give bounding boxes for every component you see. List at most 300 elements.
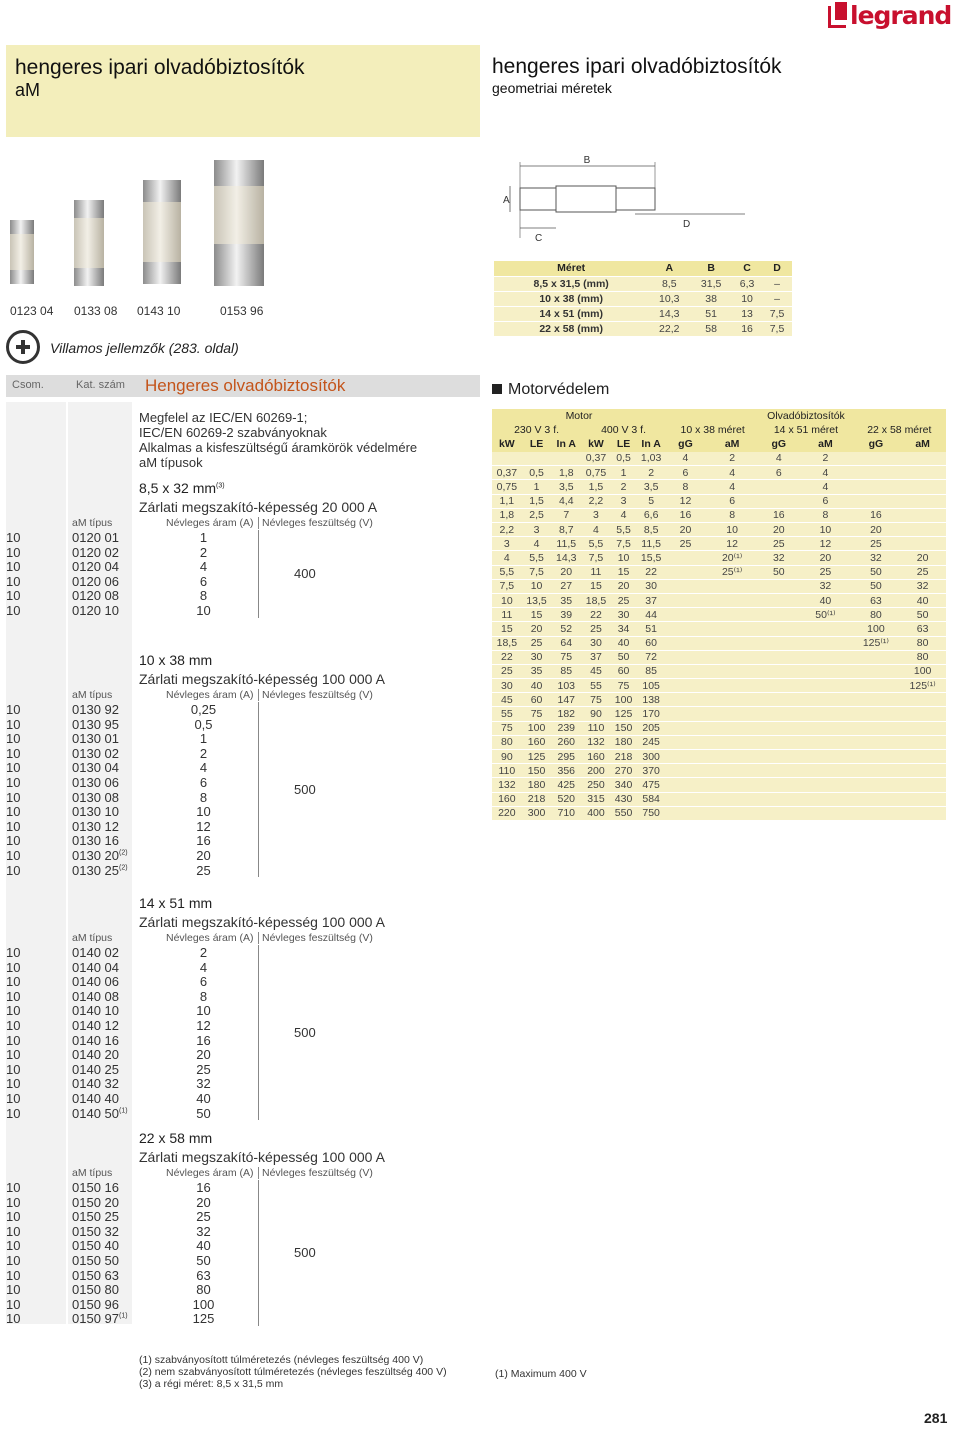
motor-cell: 103 (551, 679, 581, 693)
motor-cell: 0,5 (611, 452, 636, 466)
col-header: kW (492, 437, 522, 451)
dim-cell: – (762, 291, 792, 306)
motor-cell: 170 (636, 707, 666, 721)
motor-cell (705, 622, 759, 636)
motor-cell: 6,6 (636, 508, 666, 522)
motor-cell (666, 750, 705, 764)
dimension-row (494, 306, 792, 321)
dimension-row (494, 321, 792, 336)
motor-cell (899, 480, 946, 494)
motor-cell (759, 593, 798, 607)
nominal-current: 6 (199, 775, 208, 790)
package-qty: 10 (6, 530, 21, 545)
motor-cell: 60 (636, 636, 666, 650)
catalog-number (72, 960, 119, 975)
package-qty: 10 (6, 1018, 21, 1033)
package-qty: 10 (6, 833, 21, 849)
catalog-number (72, 819, 119, 834)
motor-cell: 18,5 (581, 593, 611, 607)
motor-cell: 20 (759, 523, 798, 537)
nominal-current: 6 (199, 974, 208, 990)
nominal-current: 80 (196, 1282, 211, 1298)
fuse-product-images (8, 150, 278, 300)
col-header: gG (666, 437, 705, 451)
motor-cell: 25 (899, 565, 946, 579)
desc-line: aM típusok (139, 455, 203, 470)
motor-row (492, 693, 946, 707)
motor-cell: 10 (705, 523, 759, 537)
motor-cell: 55 (581, 679, 611, 693)
table-row (6, 603, 480, 618)
size-text: 10 x 38 mm (139, 652, 213, 668)
motor-cell (666, 608, 705, 622)
catalog-number-text: 0150 16 (72, 1180, 119, 1195)
nominal-voltage-label: Névleges feszültség (V) (258, 689, 373, 701)
motor-row (492, 452, 946, 466)
motor-cell: 584 (636, 792, 666, 806)
motor-cell: 10 (492, 593, 522, 607)
motor-cell: 0,75 (581, 466, 611, 480)
nominal-voltage: 500 (294, 781, 316, 797)
motor-cell: 16 (759, 508, 798, 522)
package-qty: 10 (6, 1267, 21, 1283)
package-qty: 10 (6, 1253, 21, 1268)
motor-cell: 10 (522, 579, 552, 593)
dimension-row (494, 276, 792, 291)
package-qty: 10 (6, 959, 21, 975)
catalog-number (72, 1253, 119, 1268)
motor-cell: 50 (853, 565, 900, 579)
catalog-number-text: 0120 01 (72, 530, 119, 545)
motor-cell: 27 (551, 579, 581, 593)
motor-cell: 75 (492, 721, 522, 735)
table-row (6, 1106, 480, 1121)
table-row (6, 1033, 480, 1048)
motor-cell (666, 622, 705, 636)
catalog-number (72, 1033, 119, 1048)
motor-row (492, 721, 946, 735)
motor-row (492, 778, 946, 792)
product-description (139, 410, 417, 470)
catalog-number (72, 1180, 119, 1195)
motor-cell (705, 650, 759, 664)
motor-cell: 4,4 (551, 494, 581, 508)
motor-row (492, 551, 946, 565)
nominal-current: 50 (196, 1105, 211, 1121)
motor-cell: 51 (636, 622, 666, 636)
motor-cell: 3 (522, 523, 552, 537)
nominal-current: 8 (199, 588, 208, 604)
motor-cell: 182 (551, 707, 581, 721)
motor-cell: 205 (636, 721, 666, 735)
table-row (6, 1282, 480, 1297)
motor-cell: 1,8 (551, 466, 581, 480)
nominal-current: 50 (196, 1253, 211, 1268)
motor-cell (853, 792, 900, 806)
col-header: In A (551, 437, 581, 451)
dim-cell: 8,5 (648, 276, 690, 291)
motor-cell: 50⁽¹⁾ (798, 608, 852, 622)
motor-cell (551, 452, 581, 466)
col-header: aM (798, 437, 852, 451)
label-B: B (583, 155, 591, 166)
motor-cell: 300 (522, 806, 552, 820)
catalog-number (72, 702, 119, 717)
catalog-number-text: 0130 92 (72, 702, 119, 717)
motor-heading (492, 381, 609, 399)
motor-cell (759, 679, 798, 693)
col-header: LE (611, 437, 636, 451)
motor-cell: 1,03 (636, 452, 666, 466)
motor-cell: 80 (899, 636, 946, 650)
motor-cell: 3,5 (551, 480, 581, 494)
motor-cell: 132 (492, 778, 522, 792)
motor-cell: 15 (492, 622, 522, 636)
motor-row (492, 480, 946, 494)
table-row (6, 945, 480, 960)
column-divider (258, 530, 259, 618)
square-bullet-icon (492, 384, 502, 394)
plus-icon[interactable] (6, 330, 40, 364)
table-row (6, 775, 480, 790)
table-row (6, 1076, 480, 1091)
table-row (6, 1268, 480, 1283)
dim-cell: 51 (690, 306, 732, 321)
catalog-number-sup: (1) (119, 1313, 128, 1321)
electrical-specs-link[interactable]: Villamos jellemzők (283. oldal) (50, 340, 239, 356)
sub-header: 230 V 3 f. (492, 423, 581, 437)
table-row (6, 746, 480, 761)
catalog-number (72, 1268, 119, 1283)
motor-cell: 25⁽¹⁾ (705, 565, 759, 579)
motor-cell (798, 650, 852, 664)
catalog-number (72, 974, 119, 989)
catalog-number (72, 1238, 119, 1253)
catalog-number (72, 1311, 128, 1326)
motor-cell (705, 636, 759, 650)
motor-cell (666, 693, 705, 707)
motor-cell (759, 792, 798, 806)
motor-row (492, 622, 946, 636)
motor-row (492, 579, 946, 593)
motor-cell: 34 (611, 622, 636, 636)
dimension-row (494, 291, 792, 306)
catalog-number-sup: (2) (119, 849, 128, 857)
package-qty: 10 (6, 775, 21, 790)
motor-cell (899, 452, 946, 466)
dim-cell: 10,3 (648, 291, 690, 306)
motor-cell: 20 (853, 523, 900, 537)
size-text: 8,5 x 32 mm (139, 480, 217, 496)
motor-cell (798, 622, 852, 636)
motor-row (492, 679, 946, 693)
catalog-number-text: 0150 25 (72, 1209, 119, 1225)
motor-cell (492, 452, 522, 466)
left-column-header-bar (6, 375, 480, 397)
motor-row (492, 664, 946, 678)
table-row (6, 1297, 480, 1312)
motor-cell: 125 (611, 707, 636, 721)
motor-cell: 22 (492, 650, 522, 664)
motor-cell: 45 (492, 693, 522, 707)
motor-cell (853, 664, 900, 678)
motor-row (492, 750, 946, 764)
motor-cell: 315 (581, 792, 611, 806)
col-header: kW (581, 437, 611, 451)
catalog-number (72, 848, 128, 863)
motor-cell (705, 707, 759, 721)
motor-cell: 72 (636, 650, 666, 664)
package-qty: 10 (6, 1091, 21, 1106)
motor-cell (759, 750, 798, 764)
motor-cell (705, 579, 759, 593)
table-row (6, 848, 480, 863)
catalog-number-text: 0140 06 (72, 974, 119, 990)
fuse-large (143, 180, 181, 284)
catalog-number-text: 0140 12 (72, 1018, 119, 1033)
nominal-voltage-label: Névleges feszültség (V) (258, 932, 373, 944)
right-title: hengeres ipari olvadóbiztosítók (492, 55, 782, 78)
size-title (139, 480, 225, 496)
motor-cell (899, 693, 946, 707)
package-qty: 10 (6, 1047, 21, 1063)
catalog-number-text: 0120 10 (72, 603, 119, 618)
motor-cell: 8 (666, 480, 705, 494)
sub-header: 14 x 51 méret (759, 423, 852, 437)
motor-cell (853, 494, 900, 508)
motor-cell (666, 792, 705, 806)
table-row (6, 530, 480, 545)
fuse-small (10, 220, 34, 284)
nominal-current: 4 (199, 959, 208, 975)
package-qty: 10 (6, 544, 21, 560)
package-qty: 10 (6, 1076, 21, 1092)
motor-cell: 1,8 (492, 508, 522, 522)
motor-row (492, 523, 946, 537)
package-qty: 10 (6, 573, 21, 589)
catalog-number (72, 530, 119, 545)
motor-cell: 30 (636, 579, 666, 593)
motor-cell: 0,5 (522, 466, 552, 480)
table-row (6, 588, 480, 603)
catalog-number-text: 0150 97 (72, 1311, 119, 1327)
motor-cell (666, 735, 705, 749)
motor-cell: 12 (705, 537, 759, 551)
motor-cell: 40 (899, 593, 946, 607)
motor-cell (666, 565, 705, 579)
motor-cell: 2 (611, 480, 636, 494)
table-row (6, 1018, 480, 1033)
motor-cell: 110 (581, 721, 611, 735)
motor-cell: 520 (551, 792, 581, 806)
motor-cell: 218 (611, 750, 636, 764)
catalog-number-text: 0150 20 (72, 1194, 119, 1210)
package-qty: 10 (6, 818, 21, 834)
package-qty: 10 (6, 804, 21, 820)
motor-protection-table (492, 409, 946, 821)
table-row (6, 819, 480, 834)
footnote: (3) a régi méret: 8,5 x 31,5 mm (139, 1378, 284, 1390)
dim-cell: 13 (732, 306, 762, 321)
nominal-current: 25 (196, 1061, 211, 1077)
motor-cell (705, 664, 759, 678)
motor-cell: 40 (522, 679, 552, 693)
dim-cell: 31,5 (690, 276, 732, 291)
motor-cell (759, 480, 798, 494)
nominal-current: 125 (192, 1311, 215, 1327)
motor-cell: 105 (636, 679, 666, 693)
dim-cell: 10 (732, 291, 762, 306)
page-number: 281 (924, 1410, 948, 1426)
motor-cell: 85 (551, 664, 581, 678)
motor-cell: 160 (492, 792, 522, 806)
motor-row (492, 806, 946, 820)
motor-cell: 220 (492, 806, 522, 820)
motor-cell: 370 (636, 764, 666, 778)
motor-cell: 132 (581, 735, 611, 749)
catalog-number (72, 545, 119, 560)
motor-cell: 30 (611, 608, 636, 622)
table-row (6, 1180, 480, 1195)
motor-cell: 7 (551, 508, 581, 522)
motor-cell: 100 (899, 664, 946, 678)
motor-cell: 1 (522, 480, 552, 494)
catalog-number (72, 1209, 119, 1224)
motor-cell (666, 579, 705, 593)
motor-cell: 180 (611, 735, 636, 749)
motor-cell: 3,5 (636, 480, 666, 494)
catalog-number (72, 1076, 119, 1091)
nominal-current: 2 (199, 745, 208, 761)
sub-header: 400 V 3 f. (581, 423, 666, 437)
motor-cell (705, 721, 759, 735)
motor-cell: 6 (705, 494, 759, 508)
motor-cell (759, 806, 798, 820)
am-tipus-label: aM típus (72, 932, 113, 944)
motor-cell: 13,5 (522, 593, 552, 607)
motor-cell: 22 (581, 608, 611, 622)
package-qty: 10 (6, 848, 21, 863)
motor-cell (759, 494, 798, 508)
motor-cell (759, 778, 798, 792)
dim-cell: 22,2 (648, 321, 690, 336)
motor-cell (899, 721, 946, 735)
catalog-number (72, 717, 119, 732)
motor-cell (798, 735, 852, 749)
catalog-number-text: 0140 32 (72, 1076, 119, 1092)
motor-cell: 4 (492, 551, 522, 565)
dim-cell: 6,3 (732, 276, 762, 291)
right-subtitle: geometriai méretek (492, 80, 612, 96)
motor-table-col-header (492, 437, 946, 451)
nominal-current: 16 (196, 1180, 211, 1195)
column-divider (258, 702, 259, 877)
nominal-voltage-label: Névleges feszültség (V) (258, 517, 373, 529)
motor-cell: 15,5 (636, 551, 666, 565)
motor-cell: 6 (798, 494, 852, 508)
motor-cell: 138 (636, 693, 666, 707)
package-qty: 10 (6, 760, 21, 776)
nominal-current: 10 (196, 603, 211, 618)
motor-cell: 15 (611, 565, 636, 579)
motor-cell (853, 693, 900, 707)
dim-header: Méret (494, 261, 648, 276)
motor-group-header: Motor (492, 409, 666, 423)
catalog-number (72, 790, 119, 805)
motor-cell: 75 (522, 707, 552, 721)
motor-cell: 35 (551, 593, 581, 607)
fuse-medium (74, 200, 104, 286)
motor-row (492, 593, 946, 607)
motor-cell: 10 (798, 523, 852, 537)
motor-cell: 5 (636, 494, 666, 508)
package-qty: 10 (6, 1105, 21, 1121)
motor-cell: 25 (611, 593, 636, 607)
package-qty: 10 (6, 1282, 21, 1298)
motor-cell (853, 721, 900, 735)
package-qty: 10 (6, 1296, 21, 1312)
dim-cell: 16 (732, 321, 762, 336)
motor-cell (798, 750, 852, 764)
motor-cell (759, 650, 798, 664)
motor-cell (899, 792, 946, 806)
motor-cell (759, 622, 798, 636)
motor-cell: 32 (899, 579, 946, 593)
catalog-number-text: 0140 10 (72, 1003, 119, 1019)
catalog-number-text: 0120 02 (72, 544, 119, 560)
package-qty: 10 (6, 1003, 21, 1019)
motor-cell (666, 650, 705, 664)
motor-cell: 60 (522, 693, 552, 707)
nominal-current: 6 (199, 573, 208, 589)
size-title (139, 652, 212, 668)
catalog-number (72, 945, 119, 960)
motor-cell: 8,7 (551, 523, 581, 537)
motor-cell (798, 636, 852, 650)
label-C: C (535, 233, 543, 244)
motor-cell: 550 (611, 806, 636, 820)
motor-cell: 50 (853, 579, 900, 593)
motor-cell (705, 735, 759, 749)
motor-cell: 75 (611, 679, 636, 693)
package-qty: 10 (6, 1032, 21, 1048)
motor-cell (798, 778, 852, 792)
motor-cell: 5,5 (492, 565, 522, 579)
catalog-number (72, 1282, 119, 1297)
catalog-number-text: 0140 25 (72, 1061, 119, 1077)
nominal-current: 2 (199, 945, 208, 960)
motor-cell: 300 (636, 750, 666, 764)
motor-cell: 4 (705, 466, 759, 480)
size-text: 14 x 51 mm (139, 895, 213, 911)
motor-cell (705, 806, 759, 820)
motor-cell: 400 (581, 806, 611, 820)
footnotes (139, 1354, 447, 1390)
motor-cell (798, 764, 852, 778)
section-heading: Hengeres olvadóbiztosítók (145, 376, 346, 395)
motor-cell: 1,5 (522, 494, 552, 508)
package-qty: 10 (6, 745, 21, 761)
motor-cell (899, 764, 946, 778)
motor-cell (666, 778, 705, 792)
motor-cell (899, 537, 946, 551)
nominal-current: 63 (196, 1267, 211, 1283)
table-row (6, 545, 480, 560)
motor-cell: 250 (581, 778, 611, 792)
am-tipus-label: aM típus (72, 517, 113, 529)
table-row (6, 960, 480, 975)
motor-cell: 20 (899, 551, 946, 565)
